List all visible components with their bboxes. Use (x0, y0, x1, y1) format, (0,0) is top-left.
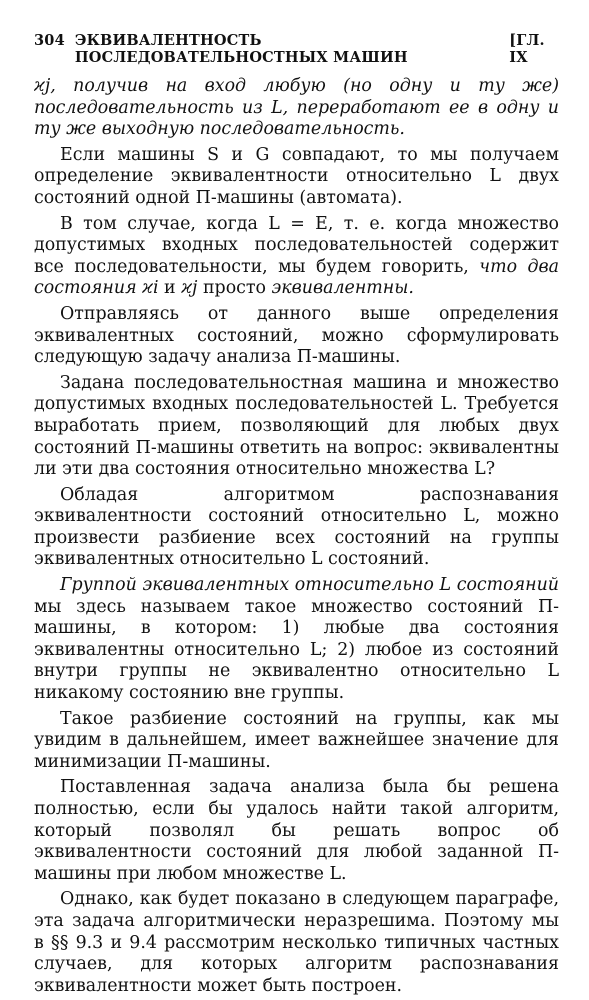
running-header (34, 32, 559, 66)
paragraph-1: ϰj, получив на вход любую (но одну и ту же) последовательность из L, переработают ее в одну и ту же выходную последовательность. (34, 76, 559, 140)
paragraph-2: Если машины S и G совпадают, то мы получаем определение эквивалентности относительно L двух состояний одной П-машины (автомата). (34, 144, 559, 208)
definition-text: мы здесь называем такое множество состояний П-машины, в котором: 1) любые два состояния эквивалентны относительно L; 2) любое из состояний внутри группы не эквивалентно относительно L никакому состоянию вне группы. (34, 596, 559, 704)
running-title: ЭКВИВАЛЕНТНОСТЬ ПОСЛЕДОВАТЕЛЬНОСТНЫХ МАШИН (74, 32, 408, 66)
paragraph-3-and: и (158, 278, 182, 299)
paragraph-6: Обладая алгоритмом распознавания эквивалентности состояний относительно L, можно произвести разбиение всех состояний на группы эквивалентных относительно L состояний. (34, 484, 559, 570)
paragraph-5: Задана последовательностная машина и множество допустимых входных последовательностей L. Требуется выработать прием, позволяющий для любых двух состояний П-машины ответить на вопрос: эквивалентны ли эти два состояния относительно множества L? (34, 372, 559, 480)
paragraph-4: Отправляясь от данного выше определения эквивалентных состояний, можно сформулировать следующую задачу анализа П-машины. (34, 303, 559, 368)
chapter-marker: [ГЛ. IX (509, 32, 545, 66)
paragraph-3-simply: просто (197, 278, 272, 299)
paragraph-3-state: ϰj (181, 278, 198, 299)
paragraph-3-text: В том случае, когда L = E, т. е. когда множество допустимых входных последовательностей содержит все последовательности, мы будем говорить, (34, 213, 559, 277)
paragraph-3 (34, 214, 559, 300)
paragraph-10: Однако, как будет показано в следующем параграфе, эта задача алгоритмически неразрешима. Поэтому мы в §§ 9.3 и 9.4 рассмотрим несколько типичных частных случаев, для которых алгоритм распознавания эквивалентности может быть построен. (34, 889, 559, 996)
paragraph-3-italic: что два состояния ϰi (34, 256, 559, 299)
page-number: 304 (34, 32, 65, 49)
paragraph-8: Такое разбиение состояний на группы, как мы увидим в дальнейшем, имеет важнейшее значение для минимизации П-машины. (34, 708, 559, 772)
definition-term: Группой эквивалентных относительно L состояний (60, 575, 559, 596)
paragraph-9: Поставленная задача анализа была бы решена полностью, если бы удалось найти такой алгоритм, который позволял бы решать вопрос об эквивалентности состояний для любой заданной П-машины при любом множестве L. (34, 777, 559, 884)
paragraph-7 (34, 575, 559, 705)
paragraph-3-term: эквивалентны. (271, 278, 414, 299)
page-body (34, 76, 559, 997)
